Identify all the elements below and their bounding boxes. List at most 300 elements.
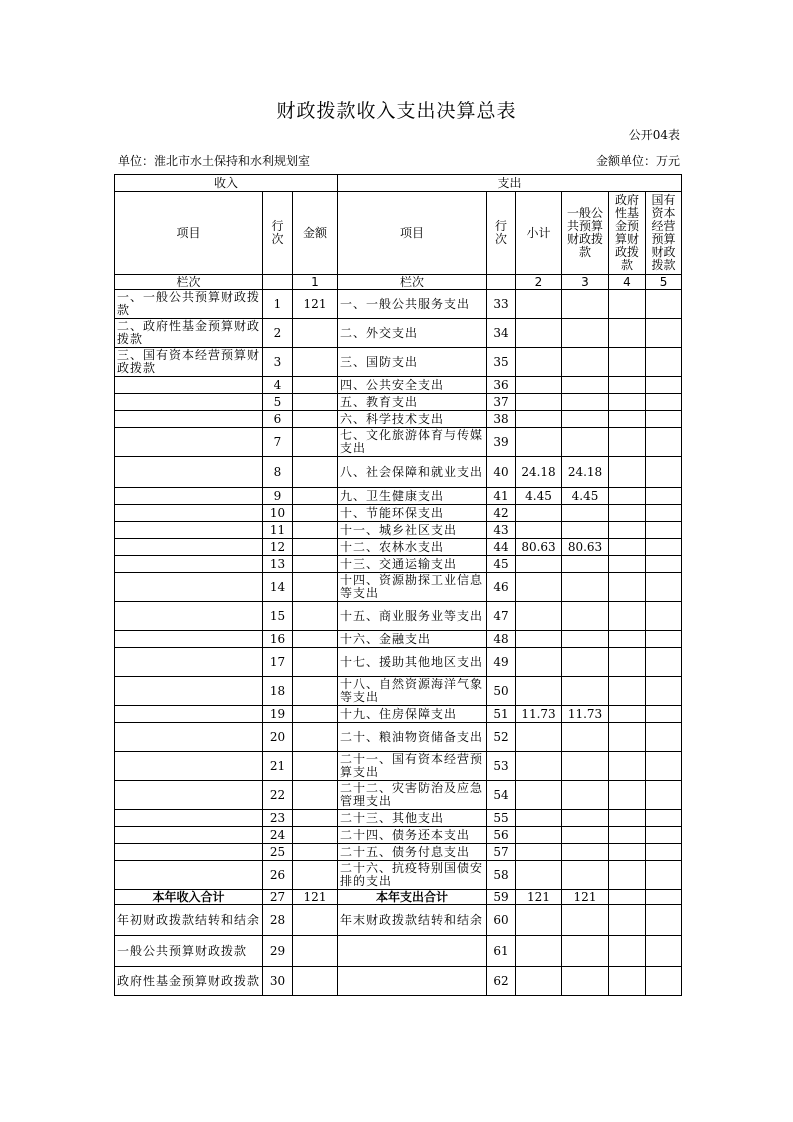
income-amount-cell <box>293 394 338 411</box>
table-row <box>115 706 682 723</box>
subtotal-cell <box>516 810 562 827</box>
income-line-cell: 8 <box>263 457 293 488</box>
header-row-1 <box>115 175 682 192</box>
subtotal-cell <box>516 428 562 457</box>
state-capital-cell <box>646 428 682 457</box>
subtotal-cell: 121 <box>516 890 562 905</box>
state-capital-cell <box>646 556 682 573</box>
expense-line-cell: 56 <box>487 827 516 844</box>
table-row <box>115 348 682 377</box>
table-row <box>115 457 682 488</box>
income-item-cell <box>115 556 263 573</box>
income-item-cell <box>115 631 263 648</box>
subtotal-cell: 4.45 <box>516 488 562 505</box>
gov-fund-cell <box>609 781 646 810</box>
table-row <box>115 781 682 810</box>
expense-line-cell: 42 <box>487 505 516 522</box>
column-number-2: 2 <box>516 275 562 290</box>
state-capital-cell <box>646 348 682 377</box>
state-capital-cell <box>646 677 682 706</box>
income-amount-cell <box>293 457 338 488</box>
gov-fund-cell <box>609 844 646 861</box>
income-item-cell <box>115 844 263 861</box>
income-line-cell: 20 <box>263 723 293 752</box>
state-capital-cell <box>646 522 682 539</box>
expense-header: 支出 <box>338 175 682 192</box>
state-capital-header: 国有资本经营预算财政拨款 <box>646 192 682 275</box>
form-code: 公开04表 <box>628 128 680 142</box>
state-capital-cell <box>646 781 682 810</box>
state-capital-cell <box>646 752 682 781</box>
subtotal-cell <box>516 936 562 967</box>
expense-line-cell: 45 <box>487 556 516 573</box>
income-amount-cell <box>293 810 338 827</box>
page-title: 财政拨款收入支出决算总表 <box>276 100 517 122</box>
expense-line-cell: 58 <box>487 861 516 890</box>
subtotal-cell: 80.63 <box>516 539 562 556</box>
expense-line-cell: 44 <box>487 539 516 556</box>
state-capital-cell <box>646 844 682 861</box>
income-item-cell: 一、一般公共预算财政拨款 <box>115 290 263 319</box>
income-amount-header: 金额 <box>293 192 338 275</box>
general-budget-cell <box>562 573 609 602</box>
table-row <box>115 861 682 890</box>
general-budget-cell <box>562 905 609 936</box>
general-budget-cell <box>562 844 609 861</box>
subtotal-cell <box>516 677 562 706</box>
subtotal-cell <box>516 905 562 936</box>
expense-item-cell: 十九、住房保障支出 <box>338 706 487 723</box>
table-row <box>115 394 682 411</box>
income-line-cell: 19 <box>263 706 293 723</box>
gov-fund-cell <box>609 556 646 573</box>
subtotal-cell <box>516 522 562 539</box>
income-amount-cell <box>293 967 338 996</box>
expense-item-cell: 本年支出合计 <box>338 890 487 905</box>
table-row <box>115 631 682 648</box>
expense-item-cell: 十六、金融支出 <box>338 631 487 648</box>
income-item-cell <box>115 677 263 706</box>
gov-fund-cell <box>609 348 646 377</box>
unit-label: 单位：淮北市水土保持和水利规划室 <box>118 154 311 168</box>
income-line-cell: 30 <box>263 967 293 996</box>
expense-line-cell: 54 <box>487 781 516 810</box>
table-row <box>115 522 682 539</box>
table-row <box>115 377 682 394</box>
subtotal-cell: 24.18 <box>516 457 562 488</box>
gov-fund-cell <box>609 411 646 428</box>
table-row <box>115 428 682 457</box>
table-row <box>115 827 682 844</box>
gov-fund-cell <box>609 539 646 556</box>
state-capital-cell <box>646 890 682 905</box>
income-item-cell <box>115 573 263 602</box>
header-row-2 <box>115 192 682 275</box>
general-budget-cell: 80.63 <box>562 539 609 556</box>
state-capital-cell <box>646 827 682 844</box>
income-item-cell <box>115 457 263 488</box>
expense-item-cell: 二十五、债务付息支出 <box>338 844 487 861</box>
income-amount-cell <box>293 556 338 573</box>
expense-item-cell: 四、公共安全支出 <box>338 377 487 394</box>
subtotal-cell: 11.73 <box>516 706 562 723</box>
subtotal-cell <box>516 844 562 861</box>
expense-item-cell: 二十六、抗疫特别国债安排的支出 <box>338 861 487 890</box>
expense-line-cell: 48 <box>487 631 516 648</box>
expense-item-cell: 五、教育支出 <box>338 394 487 411</box>
state-capital-cell <box>646 457 682 488</box>
gov-fund-cell <box>609 827 646 844</box>
subtotal-cell <box>516 505 562 522</box>
income-item-cell <box>115 539 263 556</box>
expense-line-cell: 52 <box>487 723 516 752</box>
expense-line-cell: 59 <box>487 890 516 905</box>
expense-line-cell: 51 <box>487 706 516 723</box>
income-item-cell <box>115 505 263 522</box>
expense-item-cell: 八、社会保障和就业支出 <box>338 457 487 488</box>
expense-line-cell: 62 <box>487 967 516 996</box>
subtotal-cell <box>516 573 562 602</box>
income-line-cell: 3 <box>263 348 293 377</box>
subtotal-cell <box>516 827 562 844</box>
general-budget-cell <box>562 861 609 890</box>
expense-line-cell: 47 <box>487 602 516 631</box>
expense-line-cell: 33 <box>487 290 516 319</box>
general-budget-cell: 121 <box>562 890 609 905</box>
expense-line-header: 行次 <box>487 192 516 275</box>
income-item-cell: 二、政府性基金预算财政拨款 <box>115 319 263 348</box>
general-budget-cell: 24.18 <box>562 457 609 488</box>
expense-line-cell: 35 <box>487 348 516 377</box>
state-capital-cell <box>646 861 682 890</box>
summary-table <box>114 174 682 996</box>
expense-line-cell: 61 <box>487 936 516 967</box>
gov-fund-cell <box>609 428 646 457</box>
income-amount-cell <box>293 648 338 677</box>
general-budget-cell <box>562 936 609 967</box>
state-capital-cell <box>646 602 682 631</box>
income-item-cell <box>115 377 263 394</box>
subtotal-cell <box>516 411 562 428</box>
gov-fund-cell <box>609 890 646 905</box>
income-line-cell: 22 <box>263 781 293 810</box>
income-item-cell <box>115 706 263 723</box>
expense-line-cell: 41 <box>487 488 516 505</box>
income-line-cell: 9 <box>263 488 293 505</box>
income-amount-cell <box>293 936 338 967</box>
expense-line-cell: 60 <box>487 905 516 936</box>
expense-item-cell: 二十、粮油物资储备支出 <box>338 723 487 752</box>
expense-item-cell: 十七、援助其他地区支出 <box>338 648 487 677</box>
expense-line-cell: 46 <box>487 573 516 602</box>
income-item-header: 项目 <box>115 192 263 275</box>
expense-item-cell: 三、国防支出 <box>338 348 487 377</box>
income-amount-cell <box>293 522 338 539</box>
income-amount-cell <box>293 781 338 810</box>
column-number-5: 5 <box>646 275 682 290</box>
income-amount-cell <box>293 602 338 631</box>
income-item-cell <box>115 602 263 631</box>
expense-item-cell: 一、一般公共服务支出 <box>338 290 487 319</box>
income-line-cell: 13 <box>263 556 293 573</box>
general-budget-cell <box>562 810 609 827</box>
table-row <box>115 539 682 556</box>
expense-line-cell: 53 <box>487 752 516 781</box>
gov-fund-cell <box>609 319 646 348</box>
general-budget-cell <box>562 631 609 648</box>
general-budget-cell <box>562 827 609 844</box>
state-capital-cell <box>646 573 682 602</box>
empty-cell <box>487 275 516 290</box>
income-line-cell: 2 <box>263 319 293 348</box>
table-row <box>115 505 682 522</box>
income-item-cell: 政府性基金预算财政拨款 <box>115 967 263 996</box>
general-budget-cell <box>562 967 609 996</box>
general-budget-cell <box>562 290 609 319</box>
amount-unit: 金额单位：万元 <box>595 154 680 168</box>
general-budget-cell <box>562 677 609 706</box>
subtotal-cell <box>516 319 562 348</box>
income-amount-cell <box>293 348 338 377</box>
income-line-cell: 16 <box>263 631 293 648</box>
subtotal-cell <box>516 556 562 573</box>
state-capital-cell <box>646 631 682 648</box>
income-item-cell <box>115 781 263 810</box>
gov-fund-cell <box>609 648 646 677</box>
column-label-left: 栏次 <box>115 275 263 290</box>
state-capital-cell <box>646 411 682 428</box>
state-capital-cell <box>646 377 682 394</box>
gov-fund-header: 政府性基金预算财政拨款 <box>609 192 646 275</box>
state-capital-cell <box>646 648 682 677</box>
income-amount-cell <box>293 706 338 723</box>
state-capital-cell <box>646 505 682 522</box>
expense-item-cell: 十四、资源勘探工业信息等支出 <box>338 573 487 602</box>
state-capital-cell <box>646 967 682 996</box>
general-budget-cell <box>562 319 609 348</box>
income-line-cell: 1 <box>263 290 293 319</box>
general-budget-cell: 4.45 <box>562 488 609 505</box>
table-row <box>115 556 682 573</box>
income-header: 收入 <box>115 175 338 192</box>
income-amount-cell <box>293 844 338 861</box>
table-row <box>115 488 682 505</box>
income-line-cell: 26 <box>263 861 293 890</box>
general-budget-cell: 11.73 <box>562 706 609 723</box>
income-line-cell: 27 <box>263 890 293 905</box>
income-item-cell <box>115 723 263 752</box>
gov-fund-cell <box>609 573 646 602</box>
state-capital-cell <box>646 319 682 348</box>
income-item-cell <box>115 394 263 411</box>
state-capital-cell <box>646 488 682 505</box>
state-capital-cell <box>646 290 682 319</box>
income-item-cell <box>115 827 263 844</box>
state-capital-cell <box>646 810 682 827</box>
table-row <box>115 844 682 861</box>
expense-line-cell: 49 <box>487 648 516 677</box>
subtotal-header: 小计 <box>516 192 562 275</box>
expense-line-cell: 38 <box>487 411 516 428</box>
gov-fund-cell <box>609 377 646 394</box>
total-row <box>115 890 682 905</box>
income-amount-cell <box>293 677 338 706</box>
expense-line-cell: 57 <box>487 844 516 861</box>
column-number-1: 1 <box>293 275 338 290</box>
subtotal-cell <box>516 394 562 411</box>
income-line-cell: 28 <box>263 905 293 936</box>
gov-fund-cell <box>609 290 646 319</box>
general-budget-cell <box>562 394 609 411</box>
expense-item-cell: 二十二、灾害防治及应急管理支出 <box>338 781 487 810</box>
table-row <box>115 967 682 996</box>
table-row <box>115 290 682 319</box>
income-line-cell: 10 <box>263 505 293 522</box>
income-line-cell: 24 <box>263 827 293 844</box>
expense-line-cell: 36 <box>487 377 516 394</box>
income-line-cell: 5 <box>263 394 293 411</box>
subtotal-cell <box>516 861 562 890</box>
income-item-cell <box>115 428 263 457</box>
expense-item-cell: 二、外交支出 <box>338 319 487 348</box>
column-label-right: 栏次 <box>338 275 487 290</box>
subtotal-cell <box>516 377 562 394</box>
expense-item-cell: 二十四、债务还本支出 <box>338 827 487 844</box>
subtotal-cell <box>516 631 562 648</box>
expense-line-cell: 34 <box>487 319 516 348</box>
income-item-cell <box>115 810 263 827</box>
table-row <box>115 936 682 967</box>
general-budget-header: 一般公共预算财政拨款 <box>562 192 609 275</box>
table-row <box>115 411 682 428</box>
expense-item-header: 项目 <box>338 192 487 275</box>
income-line-cell: 12 <box>263 539 293 556</box>
expense-item-cell: 九、卫生健康支出 <box>338 488 487 505</box>
income-amount-cell <box>293 723 338 752</box>
state-capital-cell <box>646 905 682 936</box>
subtotal-cell <box>516 752 562 781</box>
gov-fund-cell <box>609 631 646 648</box>
expense-item-cell <box>338 936 487 967</box>
state-capital-cell <box>646 936 682 967</box>
general-budget-cell <box>562 348 609 377</box>
expense-item-cell: 十二、农林水支出 <box>338 539 487 556</box>
expense-line-cell: 40 <box>487 457 516 488</box>
gov-fund-cell <box>609 488 646 505</box>
general-budget-cell <box>562 723 609 752</box>
income-item-cell: 一般公共预算财政拨款 <box>115 936 263 967</box>
general-budget-cell <box>562 752 609 781</box>
income-line-cell: 11 <box>263 522 293 539</box>
state-capital-cell <box>646 539 682 556</box>
income-amount-cell <box>293 377 338 394</box>
income-item-cell <box>115 411 263 428</box>
general-budget-cell <box>562 428 609 457</box>
general-budget-cell <box>562 411 609 428</box>
income-line-header: 行次 <box>263 192 293 275</box>
gov-fund-cell <box>609 677 646 706</box>
subtotal-cell <box>516 290 562 319</box>
column-number-row <box>115 275 682 290</box>
income-amount-cell <box>293 488 338 505</box>
subtotal-cell <box>516 602 562 631</box>
income-item-cell <box>115 752 263 781</box>
income-line-cell: 23 <box>263 810 293 827</box>
income-amount-cell <box>293 861 338 890</box>
gov-fund-cell <box>609 505 646 522</box>
table-row <box>115 602 682 631</box>
income-line-cell: 15 <box>263 602 293 631</box>
column-number-3: 3 <box>562 275 609 290</box>
income-amount-cell <box>293 411 338 428</box>
income-amount-cell <box>293 428 338 457</box>
income-item-cell <box>115 648 263 677</box>
income-line-cell: 17 <box>263 648 293 677</box>
income-amount-cell <box>293 752 338 781</box>
general-budget-cell <box>562 556 609 573</box>
expense-item-cell <box>338 967 487 996</box>
income-item-cell: 三、国有资本经营预算财政拨款 <box>115 348 263 377</box>
income-line-cell: 25 <box>263 844 293 861</box>
income-item-cell: 本年收入合计 <box>115 890 263 905</box>
gov-fund-cell <box>609 522 646 539</box>
income-amount-cell <box>293 573 338 602</box>
empty-cell <box>263 275 293 290</box>
income-line-cell: 7 <box>263 428 293 457</box>
expense-line-cell: 55 <box>487 810 516 827</box>
subtotal-cell <box>516 723 562 752</box>
income-amount-cell <box>293 319 338 348</box>
general-budget-cell <box>562 602 609 631</box>
income-amount-cell <box>293 905 338 936</box>
expense-line-cell: 37 <box>487 394 516 411</box>
column-number-4: 4 <box>609 275 646 290</box>
income-item-cell <box>115 522 263 539</box>
subtotal-cell <box>516 967 562 996</box>
subtotal-cell <box>516 348 562 377</box>
gov-fund-cell <box>609 752 646 781</box>
expense-item-cell: 十五、商业服务业等支出 <box>338 602 487 631</box>
general-budget-cell <box>562 522 609 539</box>
gov-fund-cell <box>609 905 646 936</box>
state-capital-cell <box>646 394 682 411</box>
table-row <box>115 648 682 677</box>
table-row <box>115 810 682 827</box>
gov-fund-cell <box>609 602 646 631</box>
expense-item-cell: 七、文化旅游体育与传媒支出 <box>338 428 487 457</box>
income-item-cell <box>115 488 263 505</box>
expense-item-cell: 十八、自然资源海洋气象等支出 <box>338 677 487 706</box>
gov-fund-cell <box>609 936 646 967</box>
gov-fund-cell <box>609 394 646 411</box>
expense-line-cell: 43 <box>487 522 516 539</box>
general-budget-cell <box>562 648 609 677</box>
gov-fund-cell <box>609 706 646 723</box>
gov-fund-cell <box>609 457 646 488</box>
income-line-cell: 4 <box>263 377 293 394</box>
gov-fund-cell <box>609 723 646 752</box>
subtotal-cell <box>516 781 562 810</box>
state-capital-cell <box>646 723 682 752</box>
table-row <box>115 573 682 602</box>
expense-item-cell: 年末财政拨款结转和结余 <box>338 905 487 936</box>
income-line-cell: 21 <box>263 752 293 781</box>
income-amount-cell: 121 <box>293 290 338 319</box>
general-budget-cell <box>562 505 609 522</box>
gov-fund-cell <box>609 967 646 996</box>
expense-item-cell: 十、节能环保支出 <box>338 505 487 522</box>
income-amount-cell: 121 <box>293 890 338 905</box>
